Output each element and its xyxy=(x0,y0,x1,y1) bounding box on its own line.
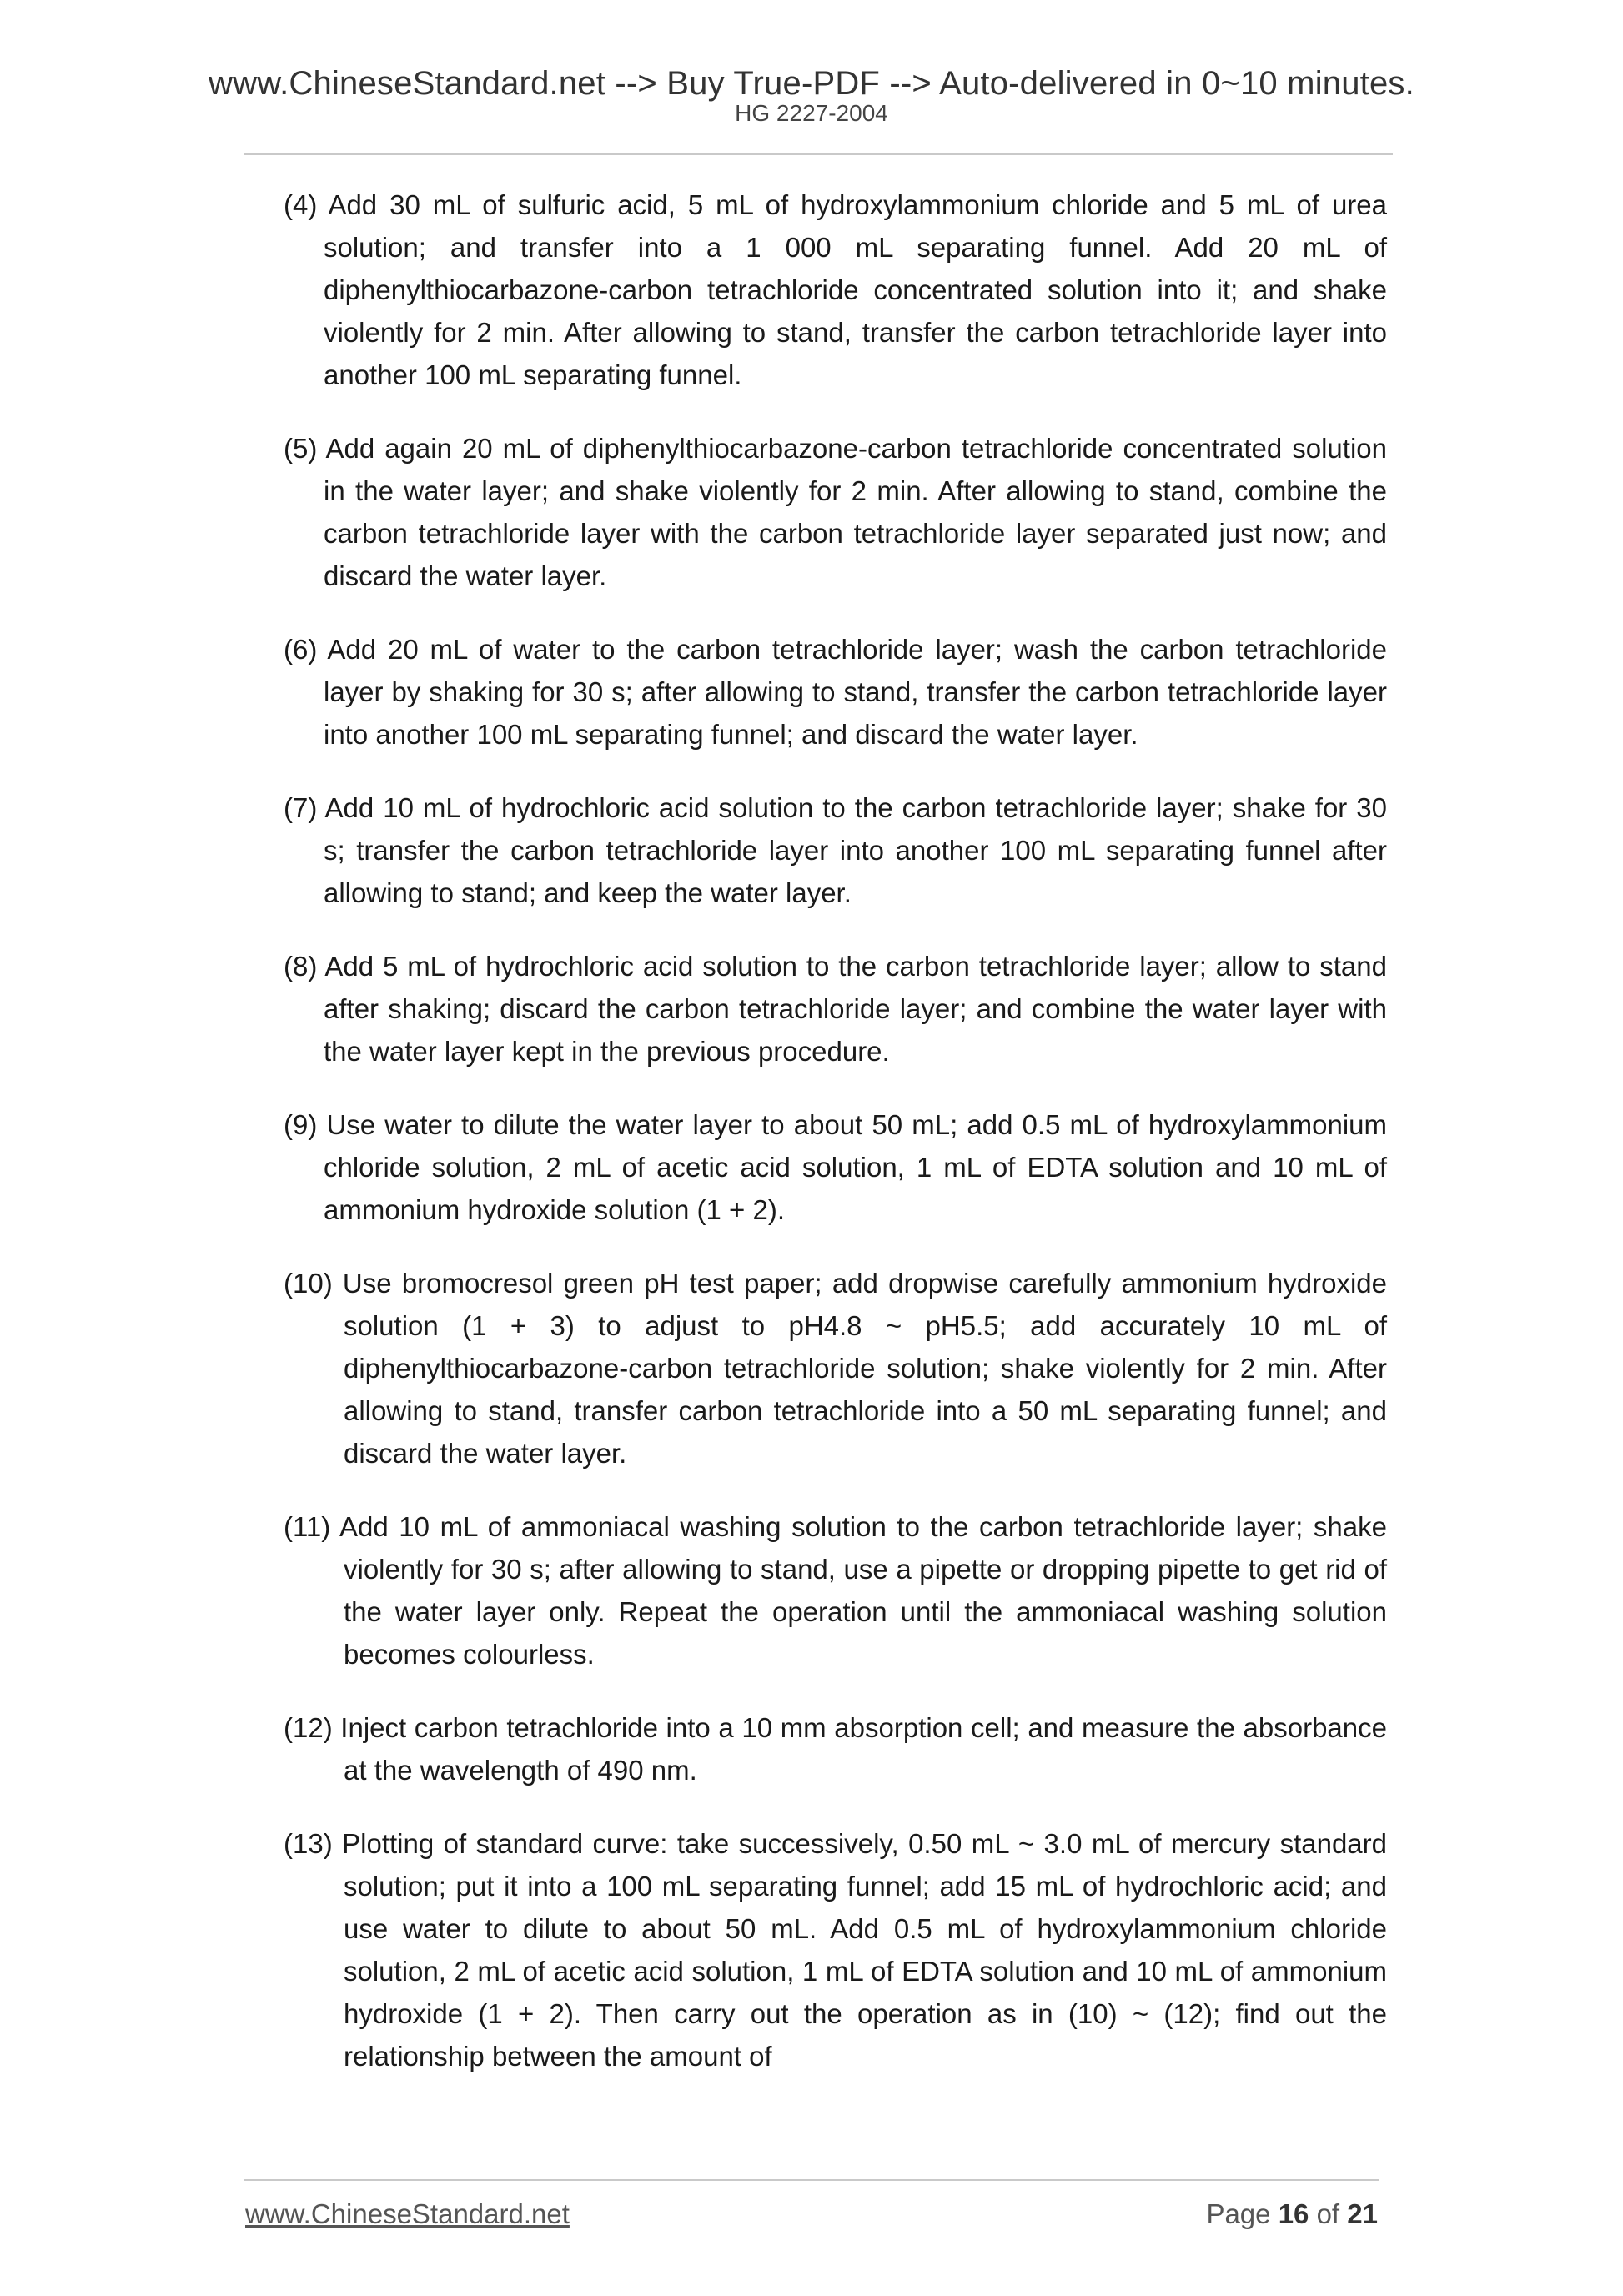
footer-divider xyxy=(244,2179,1379,2181)
procedure-step-12: (12) Inject carbon tetrachloride into a 10 mm absorption cell; and measure the absorbance at the wavelength of 490 nm. xyxy=(284,1712,1387,1786)
procedure-step-4: (4) Add 30 mL of sulfuric acid, 5 mL of hydroxylammonium chloride and 5 mL of urea solution; and transfer into a 1 000 mL separating funnel. Add 20 mL of diphenylthiocarbazone-carbon tetrachloride concentrated solution into it; and shake violently for 2 min. After allowing to stand, transfer the carbon tetrachloride layer into another 100 mL separating funnel. xyxy=(284,189,1387,390)
standard-code: HG 2227-2004 xyxy=(735,100,888,126)
procedure-step-10: (10) Use bromocresol green pH test paper; add dropwise carefully ammonium hydroxide solution (1 + 3) to adjust to pH4.8 ~ pH5.5; add accurately 10 mL of diphenylthiocarbazone-carbon tetrachloride solution; shake violently for 2 min. After allowing to stand, transfer carbon tetrachloride into a 50 mL separating funnel; and discard the water layer. xyxy=(284,1268,1387,1469)
procedure-step-6: (6) Add 20 mL of water to the carbon tetrachloride layer; wash the carbon tetrachloride layer by shaking for 30 s; after allowing to stand, transfer the carbon tetrachloride layer into another 100 mL separating funnel; and discard the water layer. xyxy=(284,634,1387,750)
page-current: 16 xyxy=(1278,2198,1309,2229)
page-indicator xyxy=(1206,2198,1378,2230)
procedure-step-13: (13) Plotting of standard curve: take successively, 0.50 mL ~ 3.0 mL of mercury standard solution; put it into a 100 mL separating funnel; add 15 mL of hydrochloric acid; and use water to dilute to about 50 mL. Add 0.5 mL of hydroxylammonium chloride solution, 2 mL of acetic acid solution, 1 mL of EDTA solution and 10 mL of ammonium hydroxide (1 + 2). Then carry out the operation as in (10) ~ (12); find out the relationship between the amount of xyxy=(284,1828,1387,2072)
procedure-step-9: (9) Use water to dilute the water layer to about 50 mL; add 0.5 mL of hydroxylammonium chloride solution, 2 mL of acetic acid solution, 1 mL of EDTA solution and 10 mL of ammonium hydroxide solution (1 + 2). xyxy=(284,1109,1387,1225)
procedure-step-8: (8) Add 5 mL of hydrochloric acid solution to the carbon tetrachloride layer; allow to stand after shaking; discard the carbon tetrachloride layer; and combine the water layer with the water layer kept in the previous procedure. xyxy=(284,951,1387,1067)
procedure-step-5: (5) Add again 20 mL of diphenylthiocarbazone-carbon tetrachloride concentrated solution in the water layer; and shake violently for 2 min. After allowing to stand, combine the carbon tetrachloride layer with the carbon tetrachloride layer separated just now; and discard the water layer. xyxy=(284,433,1387,591)
procedure-step-11: (11) Add 10 mL of ammoniacal washing solution to the carbon tetrachloride layer; shake violently for 30 s; after allowing to stand, use a pipette or dropping pipette to get rid of the water layer only. Repeat the operation until the ammoniacal washing solution becomes colourless. xyxy=(284,1511,1387,1670)
page-total: 21 xyxy=(1347,2198,1378,2229)
header-divider xyxy=(244,153,1393,155)
footer-site-link[interactable]: www.ChineseStandard.net xyxy=(245,2198,570,2229)
page-prefix: Page xyxy=(1206,2198,1271,2229)
page-of: of xyxy=(1316,2198,1340,2229)
document-body xyxy=(284,183,1387,2108)
procedure-step-7: (7) Add 10 mL of hydrochloric acid solution to the carbon tetrachloride layer; shake for 30 s; transfer the carbon tetrachloride layer into another 100 mL separating funnel after allowing to stand; and keep the water layer. xyxy=(284,792,1387,908)
site-banner: www.ChineseStandard.net --> Buy True-PDF --> Auto-delivered in 0~10 minutes. xyxy=(209,65,1414,102)
